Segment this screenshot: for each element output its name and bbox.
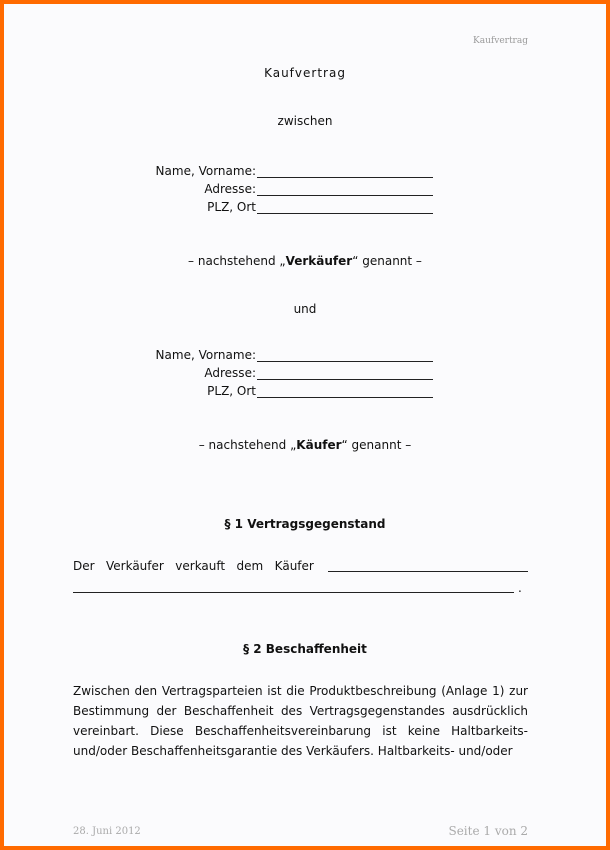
seller-name-line — [257, 177, 433, 178]
between-text: zwischen — [277, 114, 333, 128]
seller-role-text: – nachstehend „Verkäufer“ genannt – — [188, 254, 422, 268]
section1-fill-line-1 — [328, 571, 528, 572]
document-title: Kaufvertrag — [264, 66, 346, 80]
buyer-city-label: PLZ, Ort — [207, 384, 256, 398]
seller-address-line — [257, 195, 433, 196]
seller-address-label: Adresse: — [204, 182, 256, 196]
seller-name-label: Name, Vorname: — [155, 164, 256, 178]
buyer-address-row — [4, 366, 604, 384]
seller-city-row — [4, 200, 604, 218]
running-header: Kaufvertrag — [473, 36, 528, 46]
buyer-role-name: Käufer — [296, 438, 342, 452]
seller-city-label: PLZ, Ort — [207, 200, 256, 214]
seller-name-row — [4, 164, 604, 182]
buyer-name-row — [4, 348, 604, 366]
section1-text: Der Verkäufer verkauft dem Käufer — [73, 559, 314, 573]
buyer-name-line — [257, 361, 433, 362]
buyer-address-label: Adresse: — [204, 366, 256, 380]
section1-end-dot: . — [518, 581, 522, 595]
seller-role-name: Verkäufer — [285, 254, 353, 268]
seller-address-row — [4, 182, 604, 200]
buyer-address-line — [257, 379, 433, 380]
section1-fill-line-2 — [73, 592, 514, 593]
buyer-name-label: Name, Vorname: — [155, 348, 256, 362]
buyer-role-text: – nachstehend „Käufer“ genannt – — [198, 438, 412, 452]
section2-paragraph: Zwischen den Vertragsparteien ist die Produktbeschreibung (Anlage 1) zur Bestimmung der Beschaffenheit des Vertragsgegenstandes ausdrücklich vereinbart. Diese Beschaffenheitsvereinbarung ist keine Haltbarkeits- und/oder Beschaffenheitsgarantie des Verkäufers. Haltbarkeits- und/oder — [73, 684, 528, 758]
section1-heading: § 1 Vertragsgegenstand — [224, 517, 386, 531]
buyer-city-line — [257, 397, 433, 398]
footer-date: 28. Juni 2012 — [73, 826, 141, 837]
footer-page-number: Seite 1 von 2 — [448, 824, 528, 838]
and-text: und — [293, 302, 317, 316]
section2-heading: § 2 Beschaffenheit — [243, 642, 367, 656]
document-page — [4, 4, 606, 846]
seller-city-line — [257, 213, 433, 214]
buyer-city-row — [4, 384, 604, 402]
